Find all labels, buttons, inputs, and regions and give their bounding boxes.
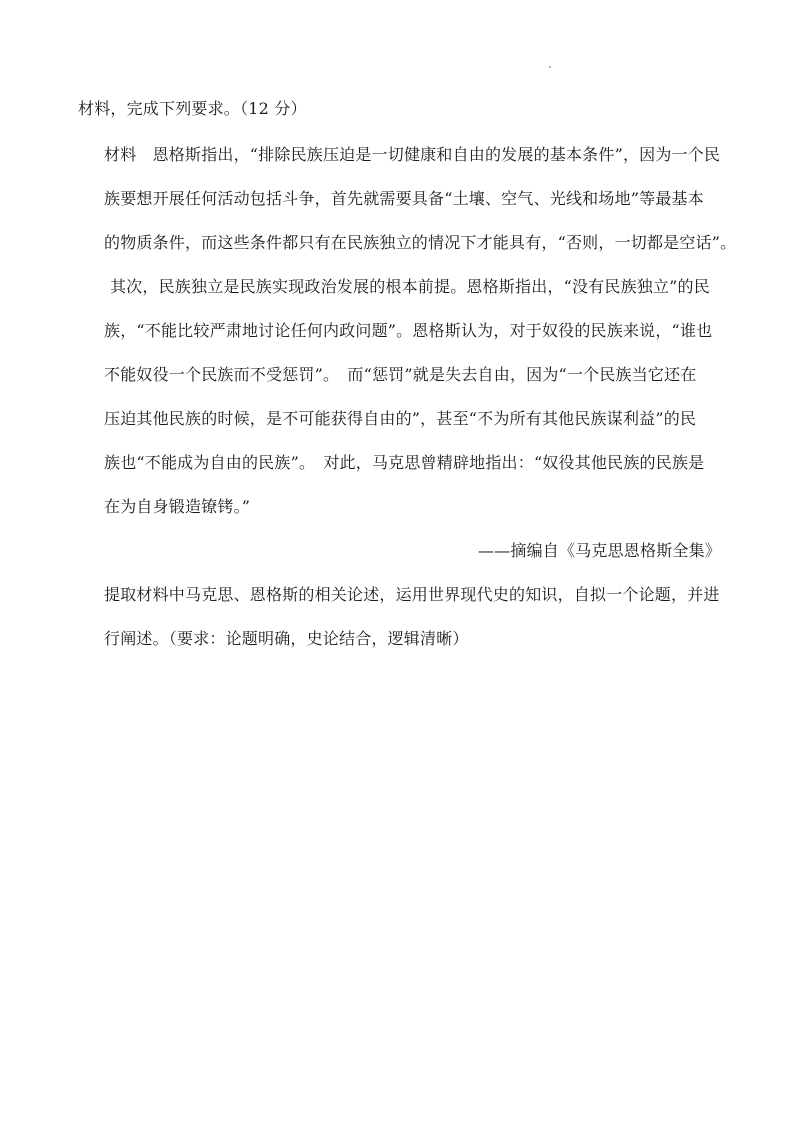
material-line: 在为自身锻造镣铐。” [104, 497, 251, 516]
intro-line: 材料，完成下列要求。（12 分） [78, 99, 307, 118]
material-line: 族，“不能比较严肃地讨论任何内政问题”。恩格斯认为，对于奴役的民族来说，“谁也 [104, 321, 713, 340]
material-line: 材料 恩格斯指出，“排除民族压迫是一切健康和自由的发展的基本条件”，因为一个民 [104, 145, 721, 164]
material-line: 族要想开展任何活动包括斗争，首先就需要具备“土壤、空气、光线和场地”等最基本 [104, 189, 704, 208]
material-source: ——摘编自《马克思恩格斯全集》 [478, 541, 722, 560]
material-line: 其次，民族独立是民族实现政治发展的根本前提。恩格斯指出，“没有民族独立”的民 [110, 277, 710, 296]
material-line: 族也“不能成为自由的民族”。 对此，马克思曾精辟地指出：“奴役其他民族的民族是 [104, 453, 705, 472]
question-line: 行阐述。（要求：论题明确，史论结合，逻辑清晰） [104, 629, 469, 648]
material-line: 压迫其他民族的时候，是不可能获得自由的”，甚至“不为所有其他民族谋利益”的民 [104, 409, 697, 428]
material-line: 不能奴役一个民族而不受惩罚”。 而“惩罚”就是失去自由，因为“一个民族当它还在 [104, 365, 697, 384]
material-line: 的物质条件，而这些条件都只有在民族独立的情况下才能具有，“否则，一切都是空话”。 [104, 233, 737, 252]
scan-speck [549, 66, 551, 68]
question-line: 提取材料中马克思、恩格斯的相关论述，运用世界现代史的知识，自拟一个论题，并进 [104, 585, 720, 604]
